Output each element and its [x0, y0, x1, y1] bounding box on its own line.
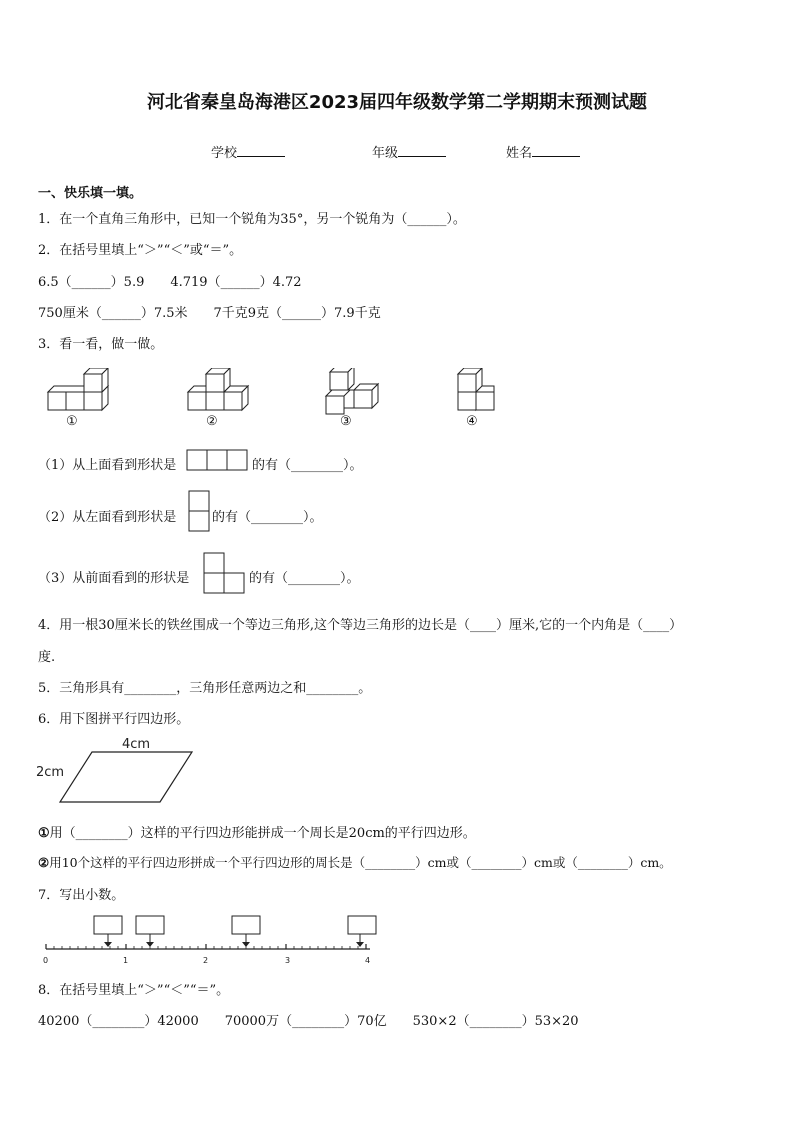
question-3-sub-1-text: （1）从上面看到形状是 — [38, 458, 177, 473]
question-3-sub-1-answer: 的有（________）。 — [252, 458, 363, 473]
figure-label-2: ② — [206, 414, 218, 429]
school-field — [211, 142, 285, 161]
question-3-sub-2-answer: 的有（________）。 — [212, 510, 323, 525]
answer-box-2[interactable] — [136, 916, 164, 934]
question-3-sub-2-text: （2）从左面看到形状是 — [38, 510, 177, 525]
figure-label-4: ④ — [466, 414, 478, 429]
cube-figures — [40, 368, 500, 438]
question-6: 6．用下图拼平行四边形。 — [38, 712, 190, 727]
page-title: 河北省秦皇岛海港区2023届四年级数学第二学期期末预测试题 — [146, 92, 648, 113]
parallelogram-figure — [34, 734, 204, 810]
question-5: 5．三角形具有________，三角形任意两边之和________。 — [38, 681, 372, 696]
name-field — [506, 142, 580, 161]
question-8-row: 40200（________）42000 70000万（________）70亿 530×2（________）53×20 — [38, 1014, 579, 1029]
school-label: 学校 — [211, 146, 238, 161]
figure-label-3: ③ — [340, 414, 352, 429]
answer-box-4[interactable] — [348, 916, 376, 934]
question-8: 8．在括号里填上“＞”“＜”“＝”。 — [38, 983, 230, 998]
figure-label-1: ① — [66, 414, 78, 429]
left-view-shape — [188, 490, 210, 532]
tick-label-3: 3 — [285, 956, 291, 965]
tick-label-2: 2 — [203, 956, 209, 965]
number-line-ticks — [46, 944, 366, 949]
question-6-mark-1: ① — [38, 826, 50, 841]
number-line-figure — [38, 912, 378, 968]
answer-box-1[interactable] — [94, 916, 122, 934]
question-3: 3．看一看，做一做。 — [38, 337, 164, 352]
parallelogram — [60, 752, 192, 802]
question-6-sub-2-text: 用10个这样的平行四边形拼成一个平行四边形的周长是（________）cm或（________）cm或（________）cm。 — [49, 855, 672, 870]
question-6-sub-1-text: 用（________）这样的平行四边形能拼成一个周长是20cm的平行四边形。 — [49, 826, 476, 841]
section-heading: 一、快乐填一填。 — [38, 186, 143, 201]
cube-figure-3 — [326, 368, 378, 414]
question-3-sub-3-answer: 的有（________）。 — [249, 571, 360, 586]
tick-label-0: 0 — [43, 956, 49, 965]
question-3-sub-3-text: （3）从前面看到的形状是 — [38, 571, 190, 586]
question-2-row-1: 6.5（______）5.9 4.719（______）4.72 — [38, 275, 302, 290]
grade-blank[interactable] — [398, 142, 446, 157]
cube-figure-4 — [458, 368, 494, 410]
grade-label: 年级 — [372, 146, 399, 161]
question-7: 7．写出小数。 — [38, 888, 125, 903]
question-2-row-2: 750厘米（______）7.5米 7千克9克（______）7.9千克 — [38, 306, 381, 321]
grade-field — [372, 142, 446, 161]
tick-label-4: 4 — [365, 956, 371, 965]
answer-boxes — [94, 916, 376, 947]
question-6-sub-1 — [38, 822, 476, 841]
front-view-shape — [203, 552, 245, 594]
question-4-line-2: 度. — [38, 650, 56, 665]
name-blank[interactable] — [532, 142, 580, 157]
cube-figure-1 — [48, 368, 108, 410]
question-4-line-1: 4．用一根30厘米长的铁丝围成一个等边三角形,这个等边三角形的边长是（____）厘米,它的一个内角是（____） — [38, 618, 683, 633]
question-2: 2．在括号里填上“＞”“＜”或“＝”。 — [38, 243, 243, 258]
parallelogram-side-label: 2cm — [36, 765, 65, 780]
answer-box-3[interactable] — [232, 916, 260, 934]
question-1: 1．在一个直角三角形中，已知一个锐角为35°，另一个锐角为（______）。 — [38, 212, 466, 227]
school-blank[interactable] — [237, 142, 285, 157]
cube-figure-2 — [188, 368, 248, 410]
name-label: 姓名 — [506, 146, 533, 161]
parallelogram-top-label: 4cm — [122, 737, 151, 752]
tick-label-1: 1 — [123, 956, 129, 965]
top-view-shape — [186, 449, 248, 471]
question-6-mark-2: ② — [38, 855, 50, 870]
question-6-sub-2 — [38, 853, 672, 871]
